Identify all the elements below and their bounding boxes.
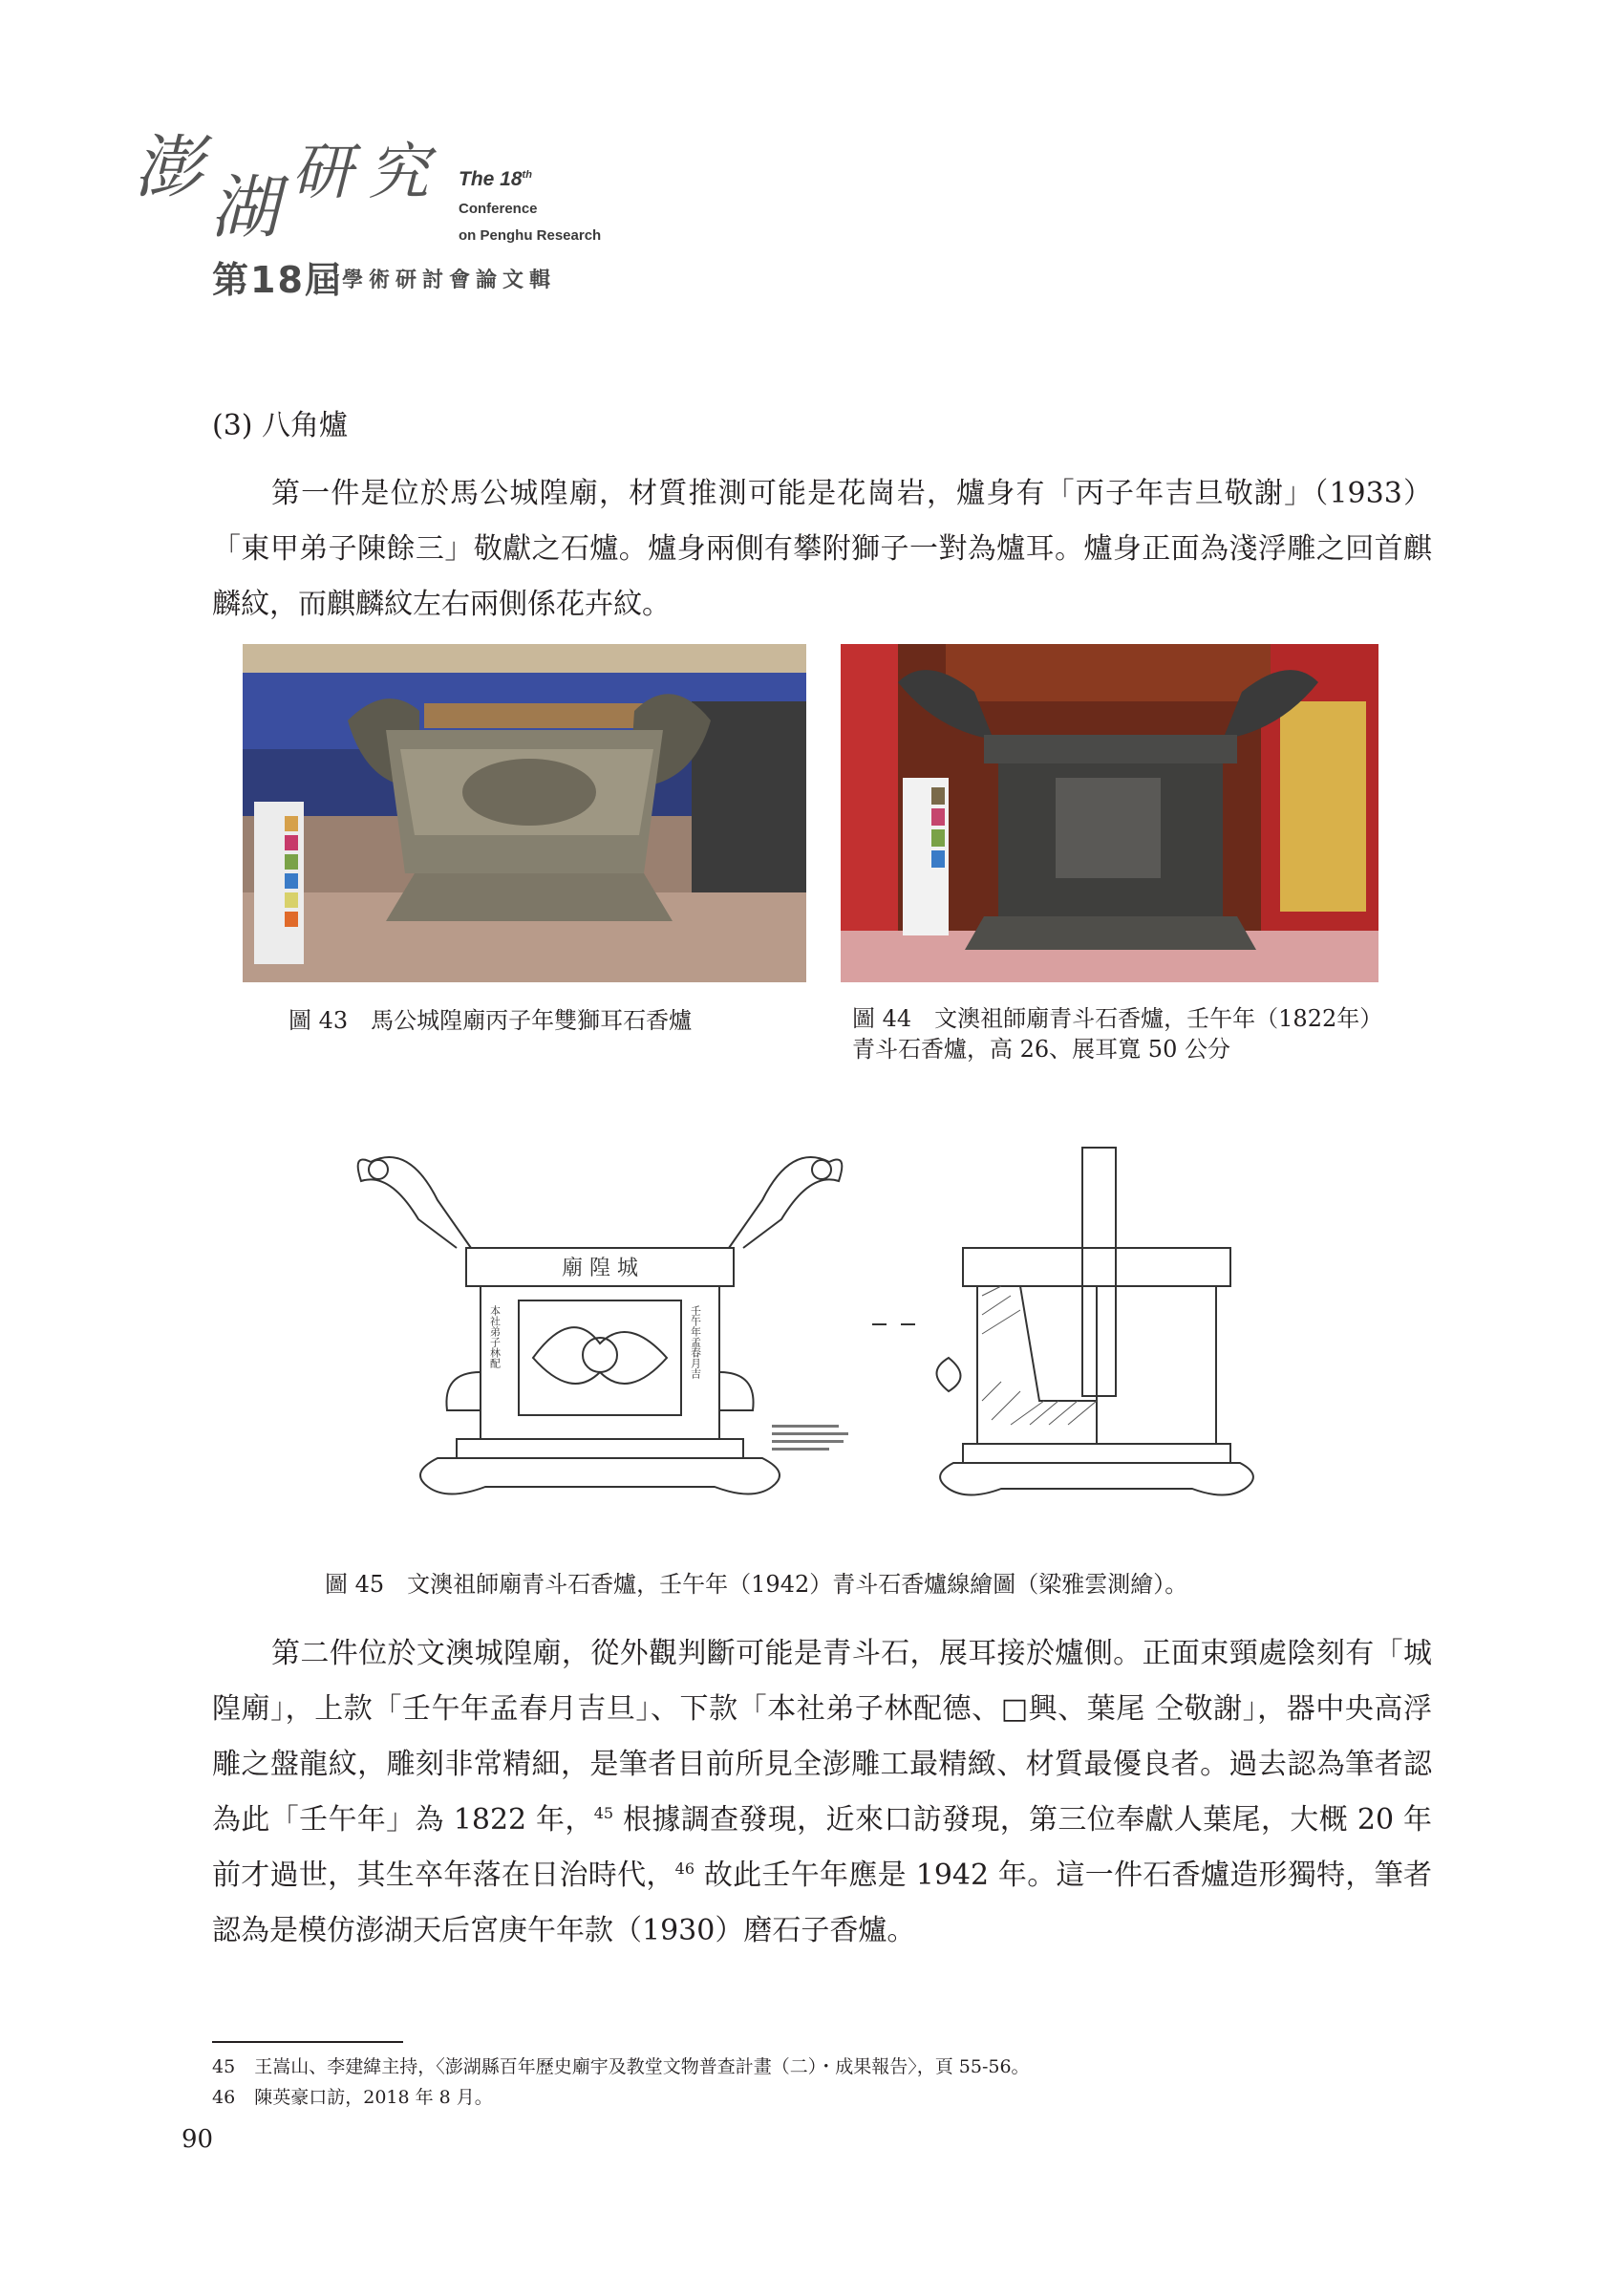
drawing-right-inscription: 壬午年孟春月吉 (689, 1305, 702, 1379)
page-number: 90 (182, 2125, 214, 2154)
figure-44-caption: 圖 44 文澳祖師廟青斗石香爐，壬午年（1822年）青斗石香爐，高 26、展耳寬 50 公分 (852, 1005, 1383, 1063)
figure-43-caption: 圖 43 馬公城隍廟丙子年雙獅耳石香爐 (288, 1007, 693, 1034)
figure-44-photo (841, 644, 1378, 982)
footnote-45 (212, 2052, 1030, 2078)
drawing-plaque-text: 廟 隍 城 (562, 1257, 638, 1280)
footnote-ref-45[interactable]: 45 (593, 1804, 614, 1822)
conference-edition: The 18th (459, 168, 532, 190)
paragraph-1-text: 第一件是位於馬公城隍廟，材質推測可能是花崗岩，爐身有「丙子年吉旦敬謝」（1933）「東甲弟子陳餘三」敬獻之石爐。爐身兩側有攀附獅子一對為爐耳。爐身正面為淺浮雕之回首麒麟紋，而麒麟紋左右兩側係花卉紋。 (212, 477, 1432, 621)
paragraph-1 (212, 466, 1432, 633)
paragraph-2 (212, 1626, 1432, 1959)
section-heading: (3) 八角爐 (212, 409, 349, 442)
proceedings-edition: 第18屆 (212, 259, 343, 301)
figure-45-line-drawing (352, 1143, 1269, 1515)
paragraph-2-text (212, 1626, 1432, 1959)
drawing-left-inscription: 本社弟子林配 (488, 1305, 502, 1368)
paragraph-2-part-2: 根據調查發現，近來口訪發現，第三位奉獻人葉尾，大概 20 年前才過世，其生卒年落在日治時代， (212, 1803, 1432, 1892)
footnote-46-number: 46 (212, 2087, 236, 2108)
calligraphy-title-logo (134, 124, 459, 239)
logo-char-3: 研 (291, 138, 353, 208)
paragraph-2-part-1: 第二件位於文澳城隍廟，從外觀判斷可能是青斗石，展耳接於爐側。正面束頸處陰刻有「城隍廟」，上款「壬午年孟春月吉旦」、下款「本社弟子林配德、□興、葉尾 仝敬謝」，器中央高浮雕之盤龍紋，雕刻非常精細，是筆者目前所見全澎雕工最精緻、材質最優良者。過去認為筆者認為此「壬午年」為 1822 年， (212, 1637, 1432, 1837)
journal-logo (134, 124, 459, 239)
proceedings-subtitle: 學術研討會論文輯 (342, 269, 557, 292)
conference-label: Conference (459, 201, 538, 217)
figure-45-caption: 圖 45 文澳祖師廟青斗石香爐，壬午年（1942）青斗石香爐線繪圖（梁雅雲測繪）。 (325, 1571, 1188, 1598)
footnote-46-text: 陳英豪口訪，2018 年 8 月。 (254, 2087, 493, 2108)
logo-char-4: 究 (368, 138, 429, 208)
paragraph-2-part-3: 故此壬午年應是 1942 年。這一件石香爐造形獨特，筆者認為是模仿澎湖天后宮庚午年款（1930）磨石子香爐。 (212, 1859, 1432, 1947)
logo-char-2: 湖 (210, 167, 280, 239)
conference-topic: on Penghu Research (459, 227, 602, 244)
logo-char-1: 澎 (134, 127, 203, 207)
footnote-divider (212, 2041, 403, 2043)
footnote-45-number: 45 (212, 2056, 236, 2077)
figure-43-photo (243, 644, 806, 982)
footnote-45-text: 王嵩山、李建緯主持，〈澎湖縣百年歷史廟宇及教堂文物普查計畫（二）・成果報告〉，頁 55-56。 (254, 2056, 1030, 2077)
footnote-ref-46[interactable]: 46 (674, 1859, 695, 1878)
footnote-46 (212, 2083, 493, 2109)
drawing-annotation-block (772, 1425, 848, 1451)
